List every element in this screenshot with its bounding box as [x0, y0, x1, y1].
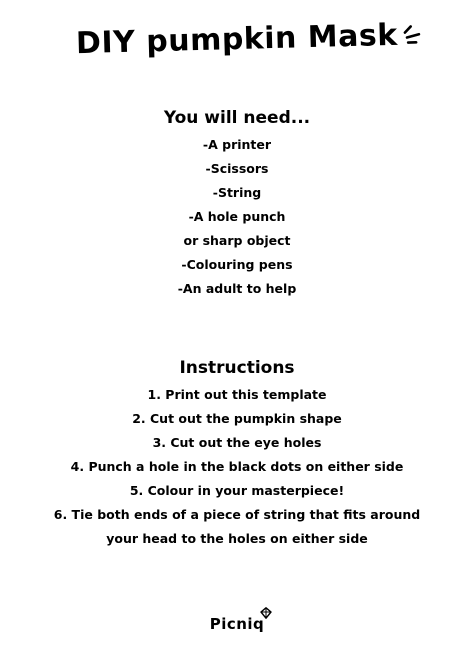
materials-item: or sharp object	[183, 233, 291, 248]
footer	[0, 614, 474, 633]
materials-item: -A hole punch	[188, 209, 286, 224]
materials-section	[0, 107, 474, 301]
materials-item: -Colouring pens	[181, 257, 293, 272]
brand-logo	[210, 615, 265, 633]
materials-item: -Scissors	[205, 161, 269, 176]
materials-item: -A printer	[202, 137, 272, 152]
page-title-text: DIY pumpkin Mask	[75, 17, 399, 62]
instruction-line: 6. Tie both ends of a piece of string that fits around	[53, 507, 421, 522]
materials-heading: You will need...	[163, 108, 311, 128]
instruction-line: your head to the holes on either side	[106, 531, 368, 546]
title-area	[0, 17, 474, 62]
instruction-line: 3. Cut out the eye holes	[152, 435, 322, 450]
materials-item: -String	[212, 185, 262, 200]
page-title	[76, 18, 399, 61]
instruction-line: 4. Punch a hole in the black dots on either side	[70, 459, 404, 474]
sparkle-icon	[402, 23, 425, 46]
instruction-line: 5. Colour in your masterpiece!	[129, 483, 345, 498]
instruction-line: 1. Print out this template	[147, 387, 327, 402]
kite-icon	[260, 607, 272, 619]
brand-logo-text: Picniq	[209, 615, 265, 633]
materials-item: -An adult to help	[177, 281, 297, 296]
instruction-line: 2. Cut out the pumpkin shape	[132, 411, 342, 426]
instructions-heading: Instructions	[179, 358, 295, 378]
instructions-section	[0, 357, 474, 551]
